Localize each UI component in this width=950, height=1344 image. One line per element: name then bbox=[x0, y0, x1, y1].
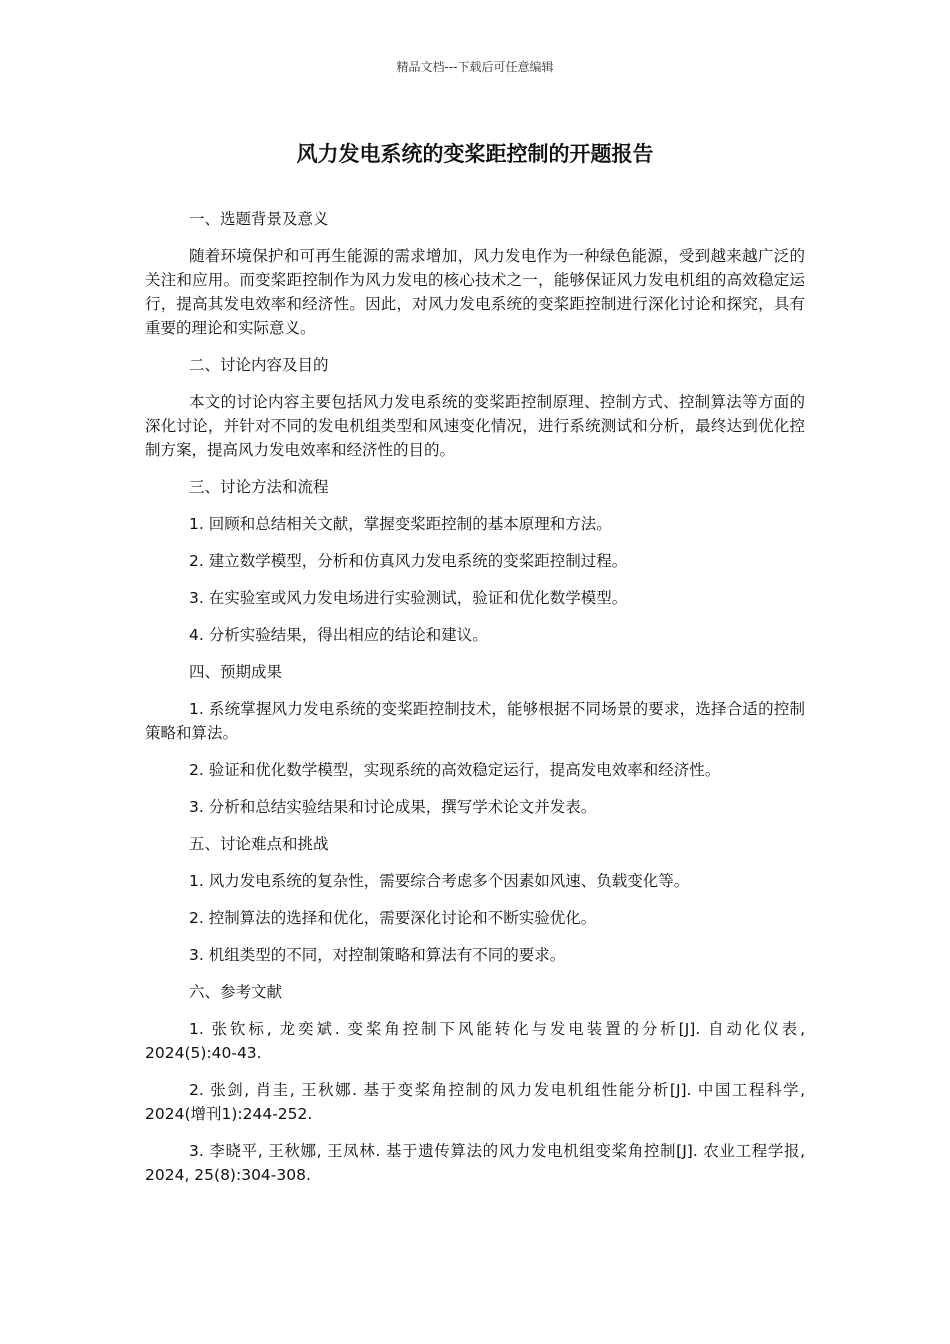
reference-item: 1. 张钦标, 龙奕斌. 变桨角控制下风能转化与发电装置的分析[J]. 自动化仪表, 2024(5):40-43. bbox=[145, 1020, 805, 1062]
section-heading: 四、预期成果 bbox=[189, 663, 283, 681]
paragraph: 随着环境保护和可再生能源的需求增加，风力发电作为一种绿色能源，受到越来越广泛的关注和应用。而变桨距控制作为风力发电的核心技术之一，能够保证风力发电机组的高效稳定运行，提高其发电效率和经济性。因此，对风力发电系统的变桨距控制进行深化讨论和探究，具有重要的理论和实际意义。 bbox=[145, 247, 805, 337]
page-header: 精品文档---下载后可任意编辑 bbox=[396, 60, 554, 74]
reference-item: 3. 李晓平, 王秋娜, 王凤林. 基于遗传算法的风力发电机组变桨角控制[J]. 农业工程学报, 2024, 25(8):304-308. bbox=[145, 1142, 805, 1184]
list-item: 1. 风力发电系统的复杂性，需要综合考虑多个因素如风速、负载变化等。 bbox=[189, 872, 690, 890]
list-item: 2. 建立数学模型，分析和仿真风力发电系统的变桨距控制过程。 bbox=[189, 552, 628, 570]
section-heading: 三、讨论方法和流程 bbox=[189, 478, 329, 496]
list-item: 2. 控制算法的选择和优化，需要深化讨论和不断实验优化。 bbox=[189, 909, 597, 927]
list-item: 3. 分析和总结实验结果和讨论成果，撰写学术论文并发表。 bbox=[189, 798, 597, 816]
reference-item: 2. 张剑, 肖圭, 王秋娜. 基于变桨角控制的风力发电机组性能分析[J]. 中国工程科学, 2024(增刊1):244-252. bbox=[145, 1081, 805, 1123]
list-item: 3. 机组类型的不同，对控制策略和算法有不同的要求。 bbox=[189, 946, 566, 964]
section-heading: 一、选题背景及意义 bbox=[189, 210, 329, 228]
list-item: 1. 回顾和总结相关文献，掌握变桨距控制的基本原理和方法。 bbox=[189, 515, 612, 533]
list-item: 1. 系统掌握风力发电系统的变桨距控制技术，能够根据不同场景的要求，选择合适的控制策略和算法。 bbox=[145, 700, 805, 742]
document-body bbox=[145, 207, 805, 1200]
section-heading: 五、讨论难点和挑战 bbox=[189, 835, 329, 853]
list-item: 4. 分析实验结果，得出相应的结论和建议。 bbox=[189, 626, 488, 644]
section-heading: 六、参考文献 bbox=[189, 983, 283, 1001]
document-title: 风力发电系统的变桨距控制的开题报告 bbox=[296, 142, 654, 166]
section-heading: 二、讨论内容及目的 bbox=[189, 356, 329, 374]
list-item: 3. 在实验室或风力发电场进行实验测试，验证和优化数学模型。 bbox=[189, 589, 628, 607]
list-item: 2. 验证和优化数学模型，实现系统的高效稳定运行，提高发电效率和经济性。 bbox=[189, 761, 721, 779]
paragraph: 本文的讨论内容主要包括风力发电系统的变桨距控制原理、控制方式、控制算法等方面的深化讨论，并针对不同的发电机组类型和风速变化情况，进行系统测试和分析，最终达到优化控制方案，提高风力发电效率和经济性的目的。 bbox=[145, 393, 805, 459]
